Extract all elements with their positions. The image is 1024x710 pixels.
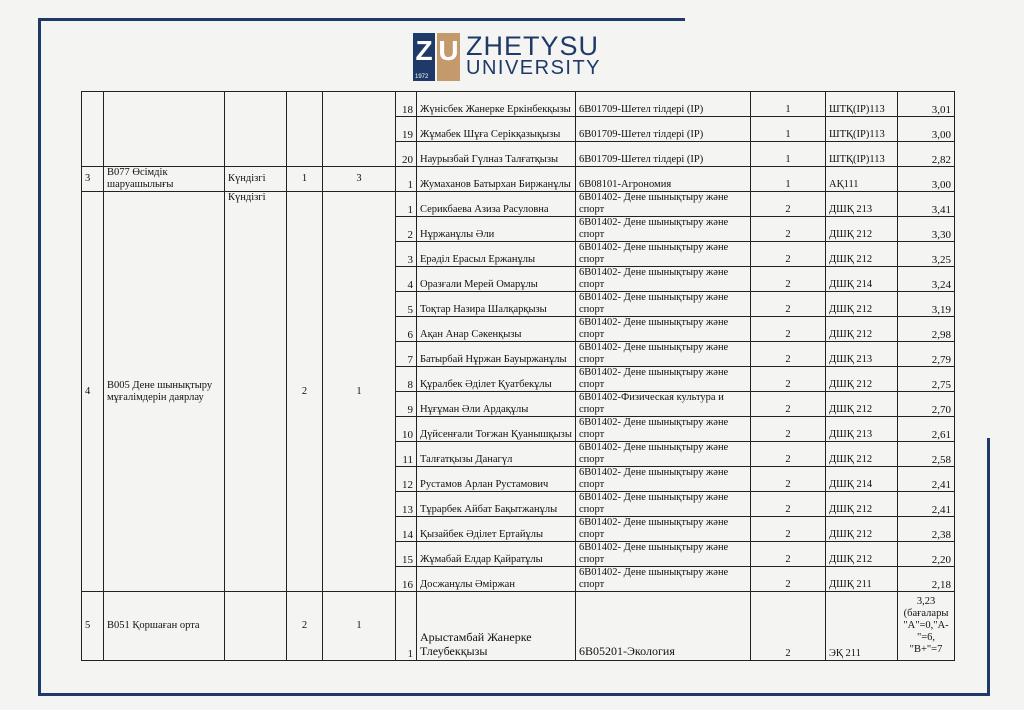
program-cell: 6В08101-Агрономия [576,167,751,192]
study-form-cell: Күндізгі [225,167,287,192]
gpa-cell: 2,58 [898,442,955,467]
group-code-cell: ДШҚ 214 [826,467,898,492]
frame-right-line [987,438,990,696]
student-name: Нұржанұлы Әли [417,217,576,242]
group-code-cell: ДШҚ 212 [826,292,898,317]
quota-cell: 1 [323,592,396,661]
logo-line1: ZHETYSU [466,31,600,61]
course-cell: 2 [751,192,826,217]
row-index: 14 [396,517,417,542]
program-cell: 6В01402- Дене шынықтыру және спорт [576,317,751,342]
row-index: 6 [396,317,417,342]
specialty-cell [104,92,225,167]
study-form-cell [225,92,287,167]
program-cell: 6В01402- Дене шынықтыру және спорт [576,342,751,367]
group-number: 5 [82,592,104,661]
gpa-cell: 2,98 [898,317,955,342]
gpa-cell: 3,23 (бағалары "А"=0,"А-"=6, "В+"=7 [898,592,955,661]
row-index: 13 [396,492,417,517]
course-cell: 1 [751,92,826,117]
row-index: 1 [396,192,417,217]
course-cell: 2 [751,467,826,492]
group-code-cell: ДШҚ 213 [826,192,898,217]
study-form-cell: Күндізгі [225,192,287,592]
group-count-cell: 2 [287,192,323,592]
course-cell: 2 [751,292,826,317]
course-cell: 2 [751,267,826,292]
program-cell: 6В01402- Дене шынықтыру және спорт [576,192,751,217]
group-code-cell: ДШҚ 212 [826,367,898,392]
gpa-cell: 3,25 [898,242,955,267]
specialty-cell: В051 Қоршаған орта [104,592,225,661]
group-number: 4 [82,192,104,592]
program-cell: 6В05201-Экология [576,592,751,661]
student-name: Тұрарбек Айбат Бақытжанұлы [417,492,576,517]
course-cell: 2 [751,542,826,567]
student-name: Наурызбай Гүлназ Талғатқызы [417,142,576,167]
student-name: Арыстамбай Жанерке Тлеубекқызы [417,592,576,661]
row-index: 15 [396,542,417,567]
logo-line2: UNIVERSITY [466,57,602,79]
university-logo [413,33,601,81]
group-count-cell: 2 [287,592,323,661]
quota-cell: 1 [323,192,396,592]
row-index: 12 [396,467,417,492]
frame-bottom-line [38,693,990,696]
group-count-cell [287,92,323,167]
course-cell: 1 [751,167,826,192]
program-cell: 6В01402- Дене шынықтыру және спорт [576,267,751,292]
gpa-cell: 3,24 [898,267,955,292]
row-index: 8 [396,367,417,392]
group-code-cell: ШТҚ(IP)113 [826,142,898,167]
gpa-cell: 2,75 [898,367,955,392]
course-cell: 2 [751,217,826,242]
gpa-cell: 3,30 [898,217,955,242]
row-index: 4 [396,267,417,292]
course-cell: 1 [751,142,826,167]
gpa-cell: 2,18 [898,567,955,592]
gpa-cell: 2,41 [898,467,955,492]
program-cell: 6В01709-Шетел тілдері (IP) [576,142,751,167]
program-cell: 6В01709-Шетел тілдері (IP) [576,117,751,142]
course-cell: 2 [751,417,826,442]
course-cell: 2 [751,317,826,342]
group-number [82,92,104,167]
group-code-cell: ДШҚ 212 [826,217,898,242]
program-cell: 6В01402- Дене шынықтыру және спорт [576,217,751,242]
course-cell: 2 [751,492,826,517]
gpa-cell: 3,00 [898,167,955,192]
program-cell: 6В01402- Дене шынықтыру және спорт [576,442,751,467]
row-index: 3 [396,242,417,267]
group-code-cell: ДШҚ 212 [826,442,898,467]
specialty-cell: В005 Дене шынықтыру мұғалімдерін даярлау [104,192,225,592]
row-index: 20 [396,142,417,167]
gpa-cell: 2,79 [898,342,955,367]
specialty-cell: В077 Өсімдік шаруашылығы [104,167,225,192]
gpa-cell: 3,00 [898,117,955,142]
group-code-cell: ДШҚ 214 [826,267,898,292]
row-index: 7 [396,342,417,367]
student-name: Талғатқызы Данагүл [417,442,576,467]
students-table [81,91,955,661]
student-name: Жұмабай Елдар Қайратұлы [417,542,576,567]
row-index: 1 [396,167,417,192]
student-name: Жұмабек Шұға Серікқазықызы [417,117,576,142]
group-code-cell: АҚ111 [826,167,898,192]
group-code-cell: ДШҚ 213 [826,342,898,367]
student-name: Нұғұман Әли Ардақұлы [417,392,576,417]
group-code-cell: ДШҚ 212 [826,242,898,267]
student-name: Серикбаева Азиза Расуловна [417,192,576,217]
row-index: 18 [396,92,417,117]
group-code-cell: ДШҚ 212 [826,492,898,517]
student-name: Тоқтар Назира Шалқарқызы [417,292,576,317]
row-index: 16 [396,567,417,592]
group-code-cell: ШТҚ(IP)113 [826,117,898,142]
program-cell: 6В01402- Дене шынықтыру және спорт [576,542,751,567]
table-row [82,167,955,192]
student-name: Досжанұлы Әміржан [417,567,576,592]
frame-left-line [38,18,41,696]
gpa-cell: 3,19 [898,292,955,317]
program-cell: 6В01402- Дене шынықтыру және спорт [576,417,751,442]
student-name: Қызайбек Әділет Ертайұлы [417,517,576,542]
logo-text [466,31,602,79]
group-code-cell: ДШҚ 212 [826,542,898,567]
row-index: 11 [396,442,417,467]
row-index: 5 [396,292,417,317]
program-cell: 6В01709-Шетел тілдері (IP) [576,92,751,117]
group-number: 3 [82,167,104,192]
course-cell: 2 [751,442,826,467]
frame-top-line [38,18,685,21]
logo-mark-icon: Z 1972 U [415,35,459,80]
program-cell: 6В01402- Дене шынықтыру және спорт [576,467,751,492]
gpa-cell: 2,41 [898,492,955,517]
group-code-cell: ДШҚ 212 [826,517,898,542]
course-cell: 1 [751,117,826,142]
student-name: Жумаханов Батырхан Биржанұлы [417,167,576,192]
group-code-cell: ДШҚ 212 [826,392,898,417]
course-cell: 2 [751,592,826,661]
course-cell: 2 [751,342,826,367]
row-index: 2 [396,217,417,242]
table-row [82,592,955,661]
gpa-cell: 2,70 [898,392,955,417]
table-row [82,92,955,117]
gpa-cell: 2,82 [898,142,955,167]
group-code-cell: ДШҚ 212 [826,317,898,342]
student-name: Рустамов Арлан Рустамович [417,467,576,492]
quota-cell: 3 [323,167,396,192]
course-cell: 2 [751,392,826,417]
gpa-cell: 3,41 [898,192,955,217]
program-cell: 6В01402- Дене шынықтыру және спорт [576,517,751,542]
program-cell: 6В01402-Физическая культура и спорт [576,392,751,417]
program-cell: 6В01402- Дене шынықтыру және спорт [576,367,751,392]
program-cell: 6В01402- Дене шынықтыру және спорт [576,242,751,267]
student-name: Батырбай Нұржан Бауыржанұлы [417,342,576,367]
student-name: Ақан Анар Сәкенқызы [417,317,576,342]
course-cell: 2 [751,567,826,592]
course-cell: 2 [751,242,826,267]
student-name: Құралбек Әділет Қуатбекұлы [417,367,576,392]
table-row [82,192,955,217]
course-cell: 2 [751,517,826,542]
gpa-cell: 2,38 [898,517,955,542]
row-index: 1 [396,592,417,661]
student-name: Оразғали Мерей Омарұлы [417,267,576,292]
group-count-cell: 1 [287,167,323,192]
student-name: Жүнісбек Жанерке Еркінбекқызы [417,92,576,117]
gpa-cell: 2,20 [898,542,955,567]
gpa-cell: 2,61 [898,417,955,442]
gpa-cell: 3,01 [898,92,955,117]
program-cell: 6В01402- Дене шынықтыру және спорт [576,292,751,317]
quota-cell [323,92,396,167]
course-cell: 2 [751,367,826,392]
group-code-cell: ЭҚ 211 [826,592,898,661]
group-code-cell: ДШҚ 211 [826,567,898,592]
study-form-cell [225,592,287,661]
row-index: 19 [396,117,417,142]
row-index: 9 [396,392,417,417]
student-name: Ерәділ Ерасыл Ержанұлы [417,242,576,267]
student-name: Дүйсенғали Тоғжан Қуанышқызы [417,417,576,442]
group-code-cell: ДШҚ 213 [826,417,898,442]
program-cell: 6В01402- Дене шынықтыру және спорт [576,567,751,592]
program-cell: 6В01402- Дене шынықтыру және спорт [576,492,751,517]
group-code-cell: ШТҚ(IP)113 [826,92,898,117]
row-index: 10 [396,417,417,442]
